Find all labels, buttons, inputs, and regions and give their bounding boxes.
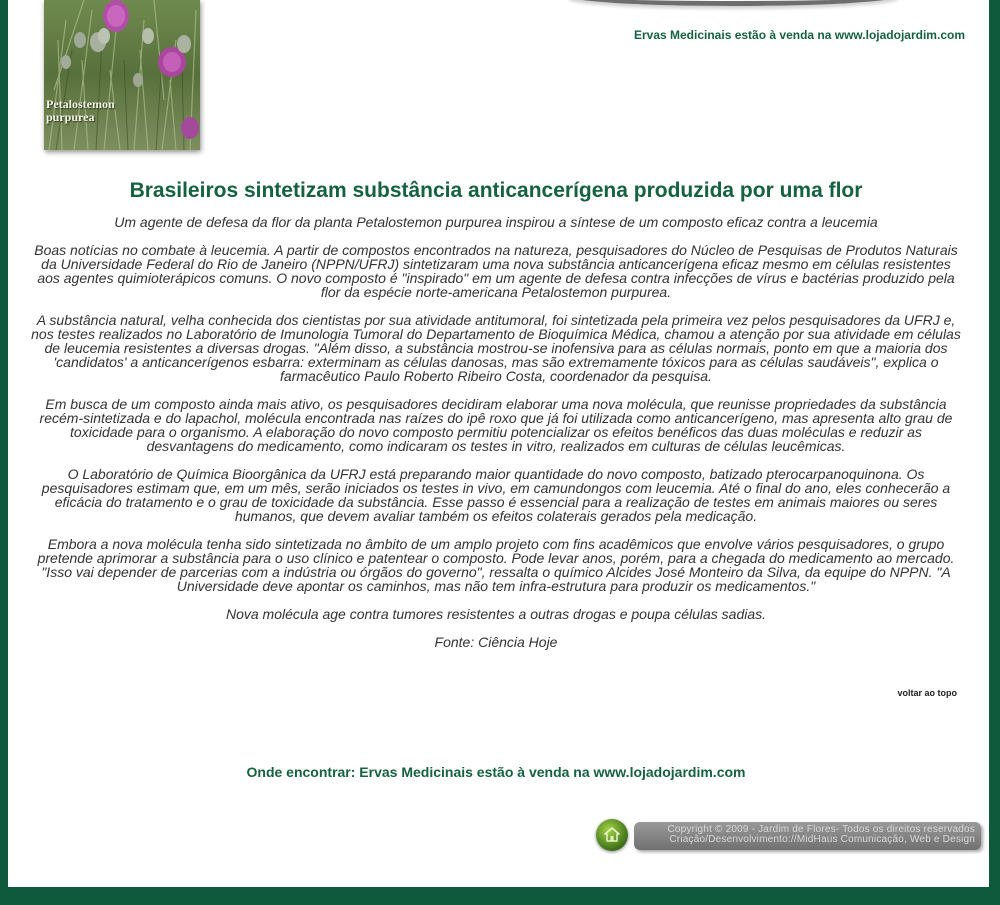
footer-credits-bar: [634, 822, 981, 850]
article-body: [28, 215, 964, 663]
credits-text: Criação/Desenvolvimento://MidHaus Comunicação, Web e Design: [669, 834, 975, 845]
article-paragraph: Em busca de um composto ainda mais ativo, os pesquisadores decidiram elaborar uma nova molécula, que reunisse propriedades da substância recém-sintetizada e do lapachol, molécula encontrada nas raízes do ipê roxo que já foi utilizada como anticancerígeno, mas apresenta alto grau de toxicidade para o organismo. A elaboração do novo composto permitiu potencializar os efeitos benéficos das duas moléculas e reduzir as desvantagens do medicamento, como indicaram os testes in vitro, realizados em culturas de células leucêmicas.: [39, 396, 953, 454]
article-paragraph: Boas notícias no combate à leucemia. A partir de compostos encontrados na natureza, pesquisadores do Núcleo de Pesquisas de Produtos Naturais da Universidade Federal do Rio de Janeiro (NPPN/UFRJ) sintetizaram uma nova substância anticancerígena eficaz mesmo em células resistentes aos agentes quimioterápicos comuns. O novo composto é "inspirado" em um agente de defesa contra infecções de vírus e bactérias produzido pela flor da espécie norte-americana Petalostemon purpurea.: [34, 242, 958, 300]
flower-photo-image: [44, 0, 200, 150]
article-paragraph: O Laboratório de Química Bioorgânica da UFRJ está preparando maior quantidade do novo composto, batizado pterocarpanoquinona. Os pesquisadores estimam que, em um mês, serão iniciados os testes in vivo, em camundongos com leucemia. Até o final do ano, eles conhecerão a eficácia do tratamento e o grau de toxicidade da substância. Esse passo é essencial para a realização de testes em animais maiores ou seres humanos, que devem avaliar também os efeitos colaterais gerados pela medicação.: [41, 466, 951, 524]
photo-caption: [46, 98, 115, 124]
page-container: [8, 0, 989, 887]
top-store-link[interactable]: Ervas Medicinais estão à venda na www.lojadojardim.com: [633, 28, 965, 42]
back-to-top-link[interactable]: voltar ao topo: [897, 688, 957, 698]
header-arc-decoration: [568, 0, 898, 6]
house-icon: [604, 827, 620, 843]
bottom-store-link[interactable]: Onde encontrar: Ervas Medicinais estão à venda na www.lojadojardim.com: [246, 764, 746, 780]
article-paragraph: A substância natural, velha conhecida dos cientistas por sua atividade antitumoral, foi sintetizada pela primeira vez pelos pesquisadores da UFRJ e, nos testes realizados no Laboratório de Imunologia Tumoral do Departamento de Bioquímica Médica, chamou a atenção por sua atividade em células de leucemia resistentes a diversas drogas. "Além disso, a substância mostrou-se inofensiva para as células normais, ponto em que a maioria dos 'candidatos' a anticancerígenos esbarra: exterminam as células danosas, mas são extremamente tóxicos para as células saudáveis", explica o farmacêutico Paulo Roberto Ribeiro Costa, coordenador da pesquisa.: [31, 312, 961, 384]
footer: [596, 819, 981, 853]
photo-caption-line1: Petalostemon: [46, 97, 115, 111]
photo-caption-line2: purpurea: [46, 110, 95, 124]
article-paragraph: Embora a nova molécula tenha sido sintetizada no âmbito de um amplo projeto com fins acadêmicos que envolve vários pesquisadores, o grupo pretende aprimorar a substância para o uso clínico e patentear o composto. Pode levar anos, porém, para a chegada do medicamento ao mercado. "Isso vai depender de parcerias com a indústria ou órgãos do governo", ressalta o químico Alcides José Monteiro da Silva, da equipe do NPPN. "A Universidade deve apontar os caminhos, mas não tem infra-estrutura para produzir os medicamentos.": [37, 536, 955, 594]
flower-photo: [44, 0, 200, 150]
copyright-text: Copyright © 2009 - Jardim de Flores- Todos os direitos reservados: [667, 824, 975, 835]
house-logo-icon[interactable]: [596, 819, 628, 851]
article-source: Fonte: Ciência Hoje: [434, 634, 558, 650]
article-title: Brasileiros sintetizam substância anticancerígena produzida por uma flor: [129, 179, 863, 202]
article-summary: Nova molécula age contra tumores resistentes a outras drogas e poupa células sadias.: [225, 606, 767, 622]
article-subtitle: Um agente de defesa da flor da planta Petalostemon purpurea inspirou a síntese de um composto eficaz contra a leucemia: [114, 214, 878, 230]
